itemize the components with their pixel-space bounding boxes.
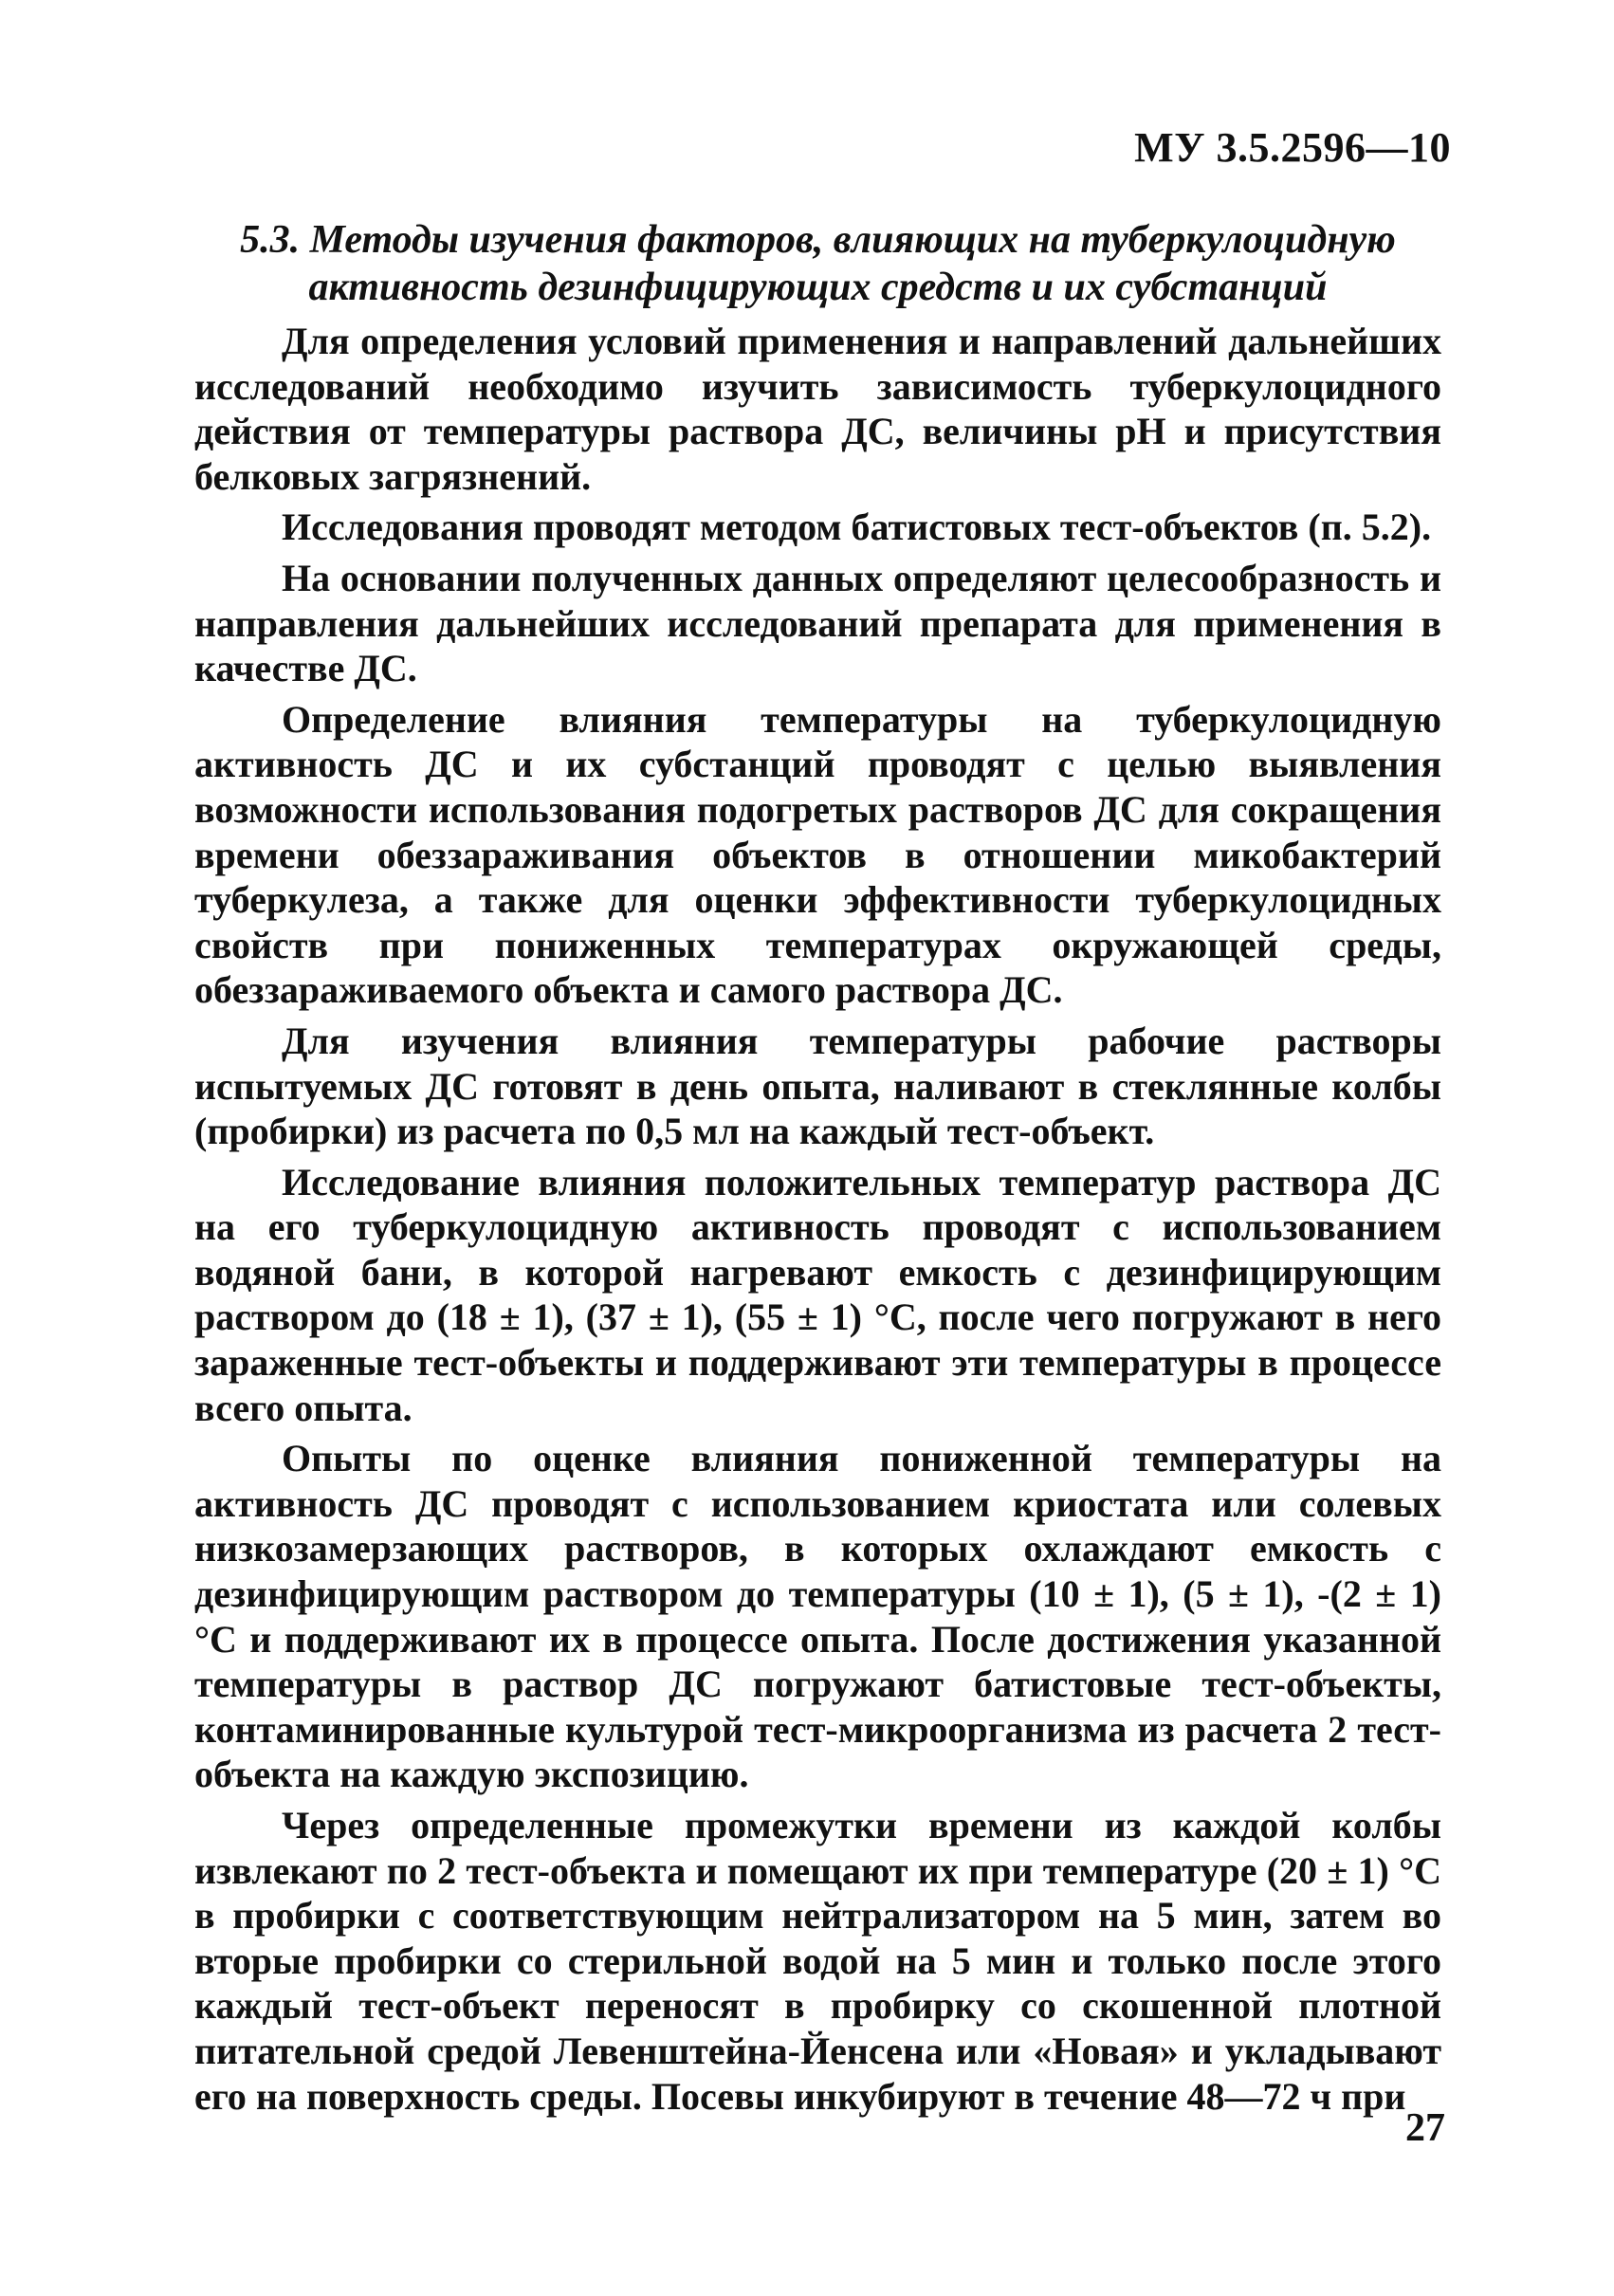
body-text [194,319,1441,2124]
document-code: МУ 3.5.2596—10 [1134,124,1451,171]
paragraph: Исследования проводят методом батистовых тест-объектов (п. 5.2). [282,505,1432,549]
paragraph: На основании полученных данных определяют целесообразность и направления дальнейших исследований препарата для применения в качестве ДС. [194,556,1441,690]
paragraph: Определение влияния температуры на туберкулоцидную активность ДС и их субстанций проводят с целью выявления возможности использования подогретых растворов ДС для сокращения времени обеззараживания объектов в отношении микобактерий туберкулеза, а также для оценки эффективности туберкулоцидных свойств при пониженных температурах окружающей среды, обеззараживаемого объекта и самого раствора ДС. [194,697,1441,1012]
paragraph: Исследование влияния положительных температур раствора ДС на его туберкулоцидную активность проводят с использованием водяной бани, в которой нагревают емкость с дезинфицирующим раствором до (18 ± 1), (37 ± 1), (55 ± 1) °С, после чего погружают в него зараженные тест-объекты и поддерживают эти температуры в процессе всего опыта. [194,1160,1441,1429]
section-title-line-1: 5.3. Методы изучения факторов, влияющих на туберкулоцидную [240,218,1396,262]
paragraph: Для изучения влияния температуры рабочие растворы испытуемых ДС готовят в день опыта, наливают в стеклянные колбы (пробирки) из расчета по 0,5 мл на каждый тест-объект. [194,1019,1441,1153]
section-title [194,216,1441,311]
paragraph: Опыты по оценке влияния пониженной температуры на активность ДС проводят с использованием криостата или солевых низкозамерзающих растворов, в которых охлаждают емкость с дезинфицирующим раствором до температуры (10 ± 1), (5 ± 1), -(2 ± 1) °С и поддерживают их в процессе опыта. После достижения указанной температуры в раствор ДС погружают батистовые тест-объекты, контаминированные культурой тест-микроорганизма из расчета 2 тест-объекта на каждую экспозицию. [194,1437,1441,1796]
paragraph: Через определенные промежутки времени из каждой колбы извлекают по 2 тест-объекта и помещают их при температуре (20 ± 1) °С в пробирки с соответствующим нейтрализатором на 5 мин, затем во вторые пробирки со стерильной водой на 5 мин и только после этого каждый тест-объект переносят в пробирку со скошенной плотной питательной средой Левенштейна-Йенсена или «Новая» и укладывают его на поверхность среды. Посевы инкубируют в течение 48—72 ч при [194,1804,1441,2118]
page-number: 27 [1405,2106,1445,2150]
section-title-line-2: активность дезинфицирующих средств и их субстанций [308,266,1328,309]
paragraph: Для определения условий применения и направлений дальнейших исследований необходимо изучить зависимость туберкулоцидного действия от температуры раствора ДС, величины pH и присутствия белковых загрязнений. [194,320,1441,498]
